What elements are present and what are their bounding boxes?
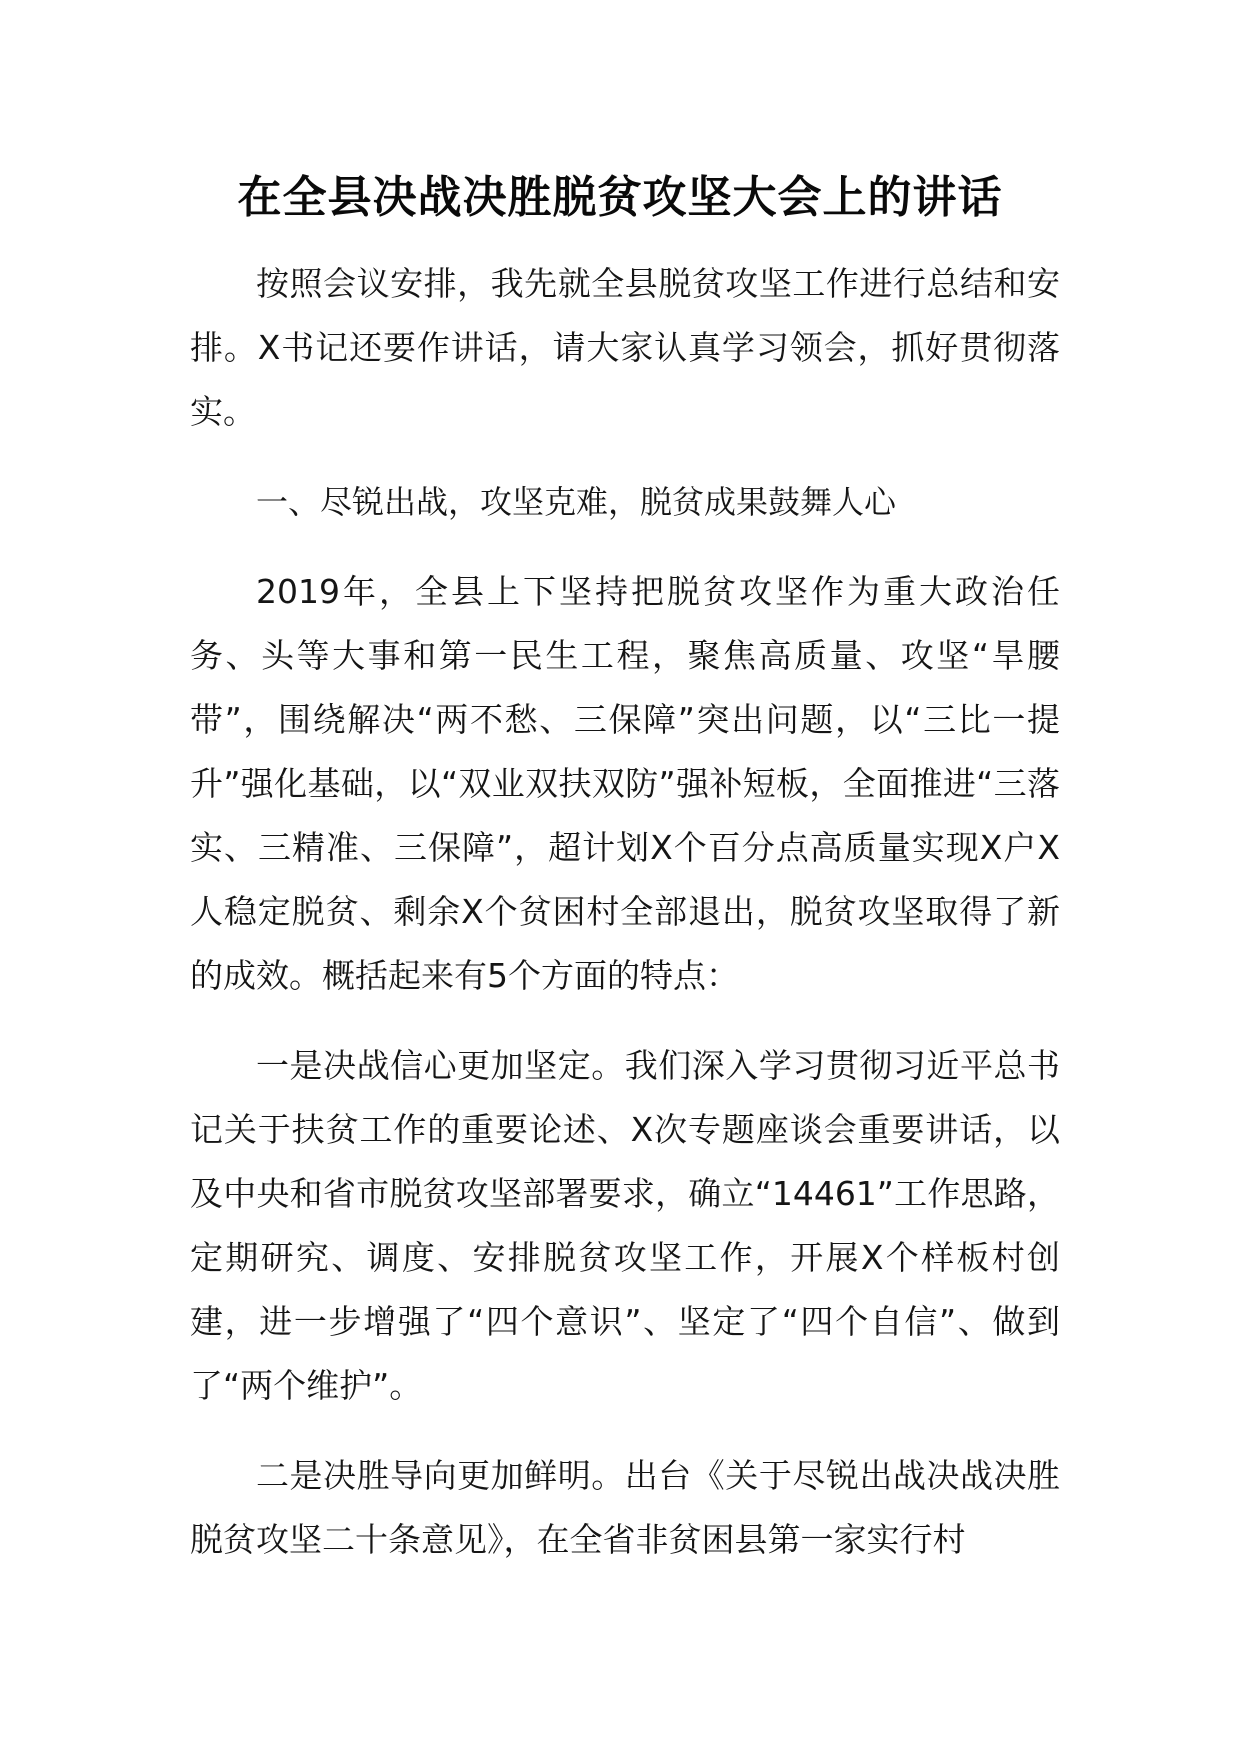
document-title: 在全县决战决胜脱贫攻坚大会上的讲话 — [237, 172, 1003, 223]
paragraph-intro: 按照会议安排，我先就全县脱贫攻坚工作进行总结和安排。X书记还要作讲话，请大家认真学习领会，抓好贯彻落实。 — [190, 264, 1060, 431]
paragraph-2019-summary: 2019年，全县上下坚持把脱贫攻坚作为重大政治任务、头等大事和第一民生工程，聚焦高质量、攻坚“旱腰带”，围绕解决“两不愁、三保障”突出问题，以“三比一提升”强化基础，以“双业双扶双防”强补短板，全面推进“三落实、三精准、三保障”，超计划X个百分点高质量实现X户X人稳定脱贫、剩余X个贫困村全部退出，脱贫攻坚取得了新的成效。概括起来有5个方面的特点： — [190, 572, 1060, 995]
document-body — [190, 252, 1060, 1572]
section-heading-1: 一、尽锐出战，攻坚克难，脱贫成果鼓舞人心 — [256, 483, 897, 521]
paragraph-point-two: 二是决胜导向更加鲜明。出台《关于尽锐出战决战决胜脱贫攻坚二十条意见》，在全省非贫困县第一家实行村 — [190, 1456, 1060, 1559]
paragraph-point-one: 一是决战信心更加坚定。我们深入学习贯彻习近平总书记关于扶贫工作的重要论述、X次专题座谈会重要讲话，以及中央和省市脱贫攻坚部署要求，确立“14461”工作思路，定期研究、调度、安排脱贫攻坚工作，开展X个样板村创建，进一步增强了“四个意识”、坚定了“四个自信”、做到了“两个维护”。 — [190, 1046, 1060, 1405]
